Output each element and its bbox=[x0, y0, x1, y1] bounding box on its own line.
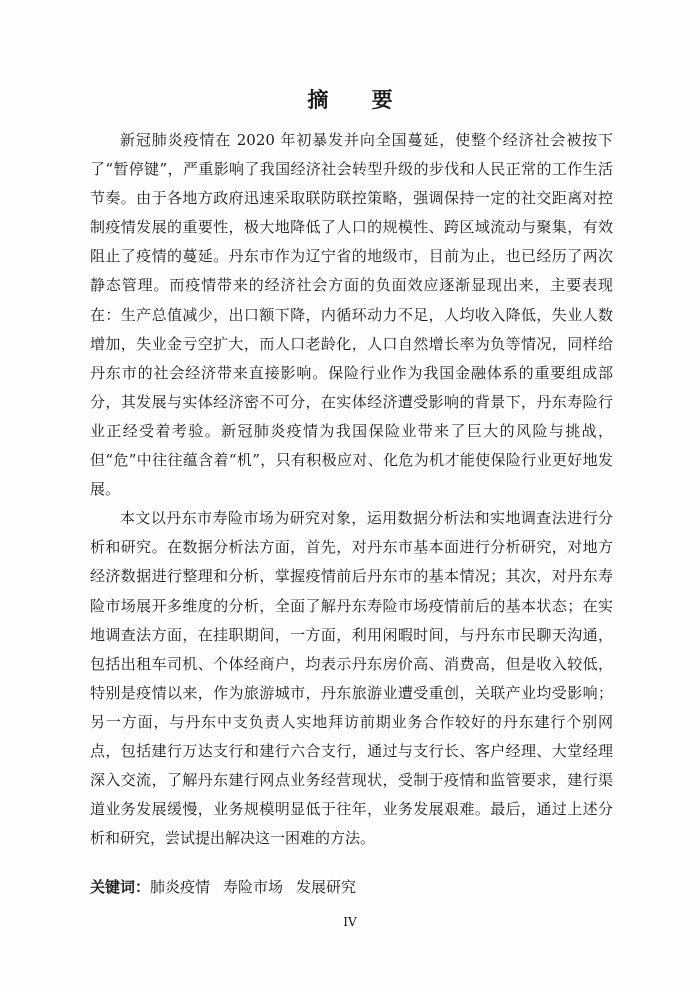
keyword-item: 发展研究 bbox=[296, 878, 357, 896]
abstract-paragraph-1: 新冠肺炎疫情在 2020 年初暴发并向全国蔓延，使整个经济社会被按下了“暂停键”，严重影响了我国经济社会转型升级的步伐和人民正常的工作生活节奏。由于各地方政府迅速采取联防联控策略，强调保持一定的社交距离对控制疫情发展的重要性，极大地降低了人口的规模性、跨区域流动与聚集，有效阻止了疫情的蔓延。丹东市作为辽宁省的地级市，目前为止，也已经历了两次静态管理。而疫情带来的经济社会方面的负面效应逐渐显现出来，主要表现在：生产总值减少，出口额下降，内循环动力不足，人均收入降低，失业人数增加，失业金亏空扩大，而人口老龄化，人口自然增长率为负等情况，同样给丹东市的社会经济带来直接影响。保险行业作为我国金融体系的重要组成部分，其发展与实体经济密不可分，在实体经济遭受影响的背景下，丹东寿险行业正经受着考验。新冠肺炎疫情为我国保险业带来了巨大的风险与挑战，但“危”中往往蕴含着“机”，只有积极应对、化危为机才能使保险行业更好地发展。 bbox=[90, 131, 613, 499]
keywords-line bbox=[90, 876, 369, 897]
abstract-body bbox=[90, 126, 613, 853]
page-number: IV bbox=[343, 915, 357, 929]
abstract-paragraph-2: 本文以丹东市寿险市场为研究对象，运用数据分析法和实地调查法进行分析和研究。在数据分析法方面，首先，对丹东市基本面进行分析研究，对地方经济数据进行整理和分析，掌握疫情前后丹东市的基本情况；其次，对丹东寿险市场展开多维度的分析，全面了解丹东寿险市场疫情前后的基本状态；在实地调查法方面，在挂职期间，一方面，利用闲暇时间，与丹东市民聊天沟通，包括出租车司机、个体经商户，均表示丹东房价高、消费高，但是收入较低，特别是疫情以来，作为旅游城市，丹东旅游业遭受重创，关联产业均受影响；另一方面，与丹东中支负责人实地拜访前期业务合作较好的丹东建行个别网点，包括建行万达支行和建行六合支行，通过与支行长、客户经理、大堂经理深入交流，了解丹东建行网点业务经营现状，受制于疫情和监管要求，建行渠道业务发展缓慢，业务规模明显低于往年，业务发展艰难。最后，通过上述分析和研究，尝试提出解决这一困难的方法。 bbox=[90, 509, 613, 848]
keywords-label: 关键词： bbox=[90, 878, 151, 896]
keyword-item: 肺炎疫情 bbox=[150, 878, 211, 896]
page-title: 摘 要 bbox=[307, 88, 411, 112]
keyword-item: 寿险市场 bbox=[223, 878, 284, 896]
